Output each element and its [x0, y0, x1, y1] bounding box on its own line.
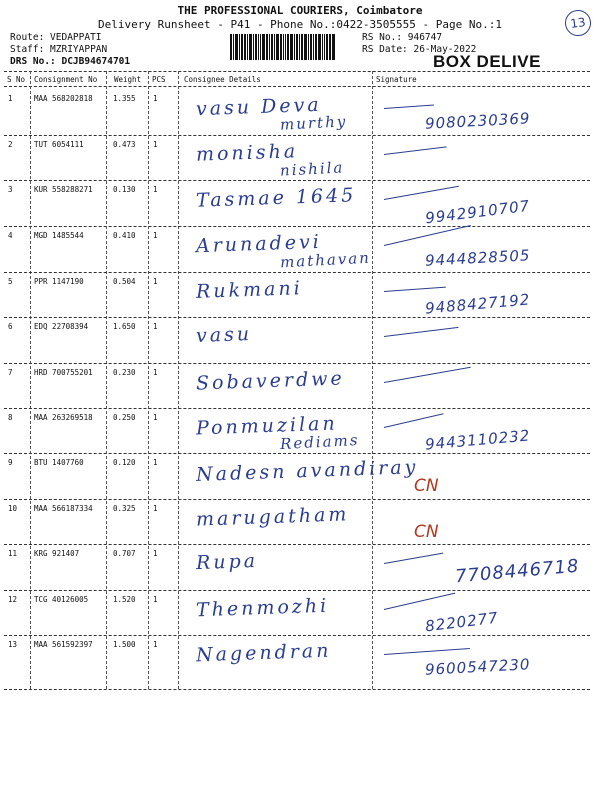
row-sno: 6	[8, 322, 13, 331]
row-separator	[4, 408, 590, 409]
row-weight: 1.520	[113, 595, 136, 604]
row-pcs: 1	[153, 458, 158, 467]
route-label: Route: VEDAPPATI	[10, 32, 102, 43]
row-weight: 0.230	[113, 368, 136, 377]
row-consignment-no: BTU 1407760	[34, 458, 84, 467]
col-header-consignment: Consignment No	[34, 75, 98, 84]
row-pcs: 1	[153, 368, 158, 377]
row-pcs: 1	[153, 549, 158, 558]
row-sno: 10	[8, 504, 18, 513]
row-signature-text: 9444828505	[424, 246, 531, 270]
signature-scribble	[384, 413, 444, 428]
row-consignment-no: MAA 566187334	[34, 504, 93, 513]
signature-scribble	[384, 553, 443, 564]
row-sno: 3	[8, 185, 13, 194]
row-consignment-no: PPR 1147190	[34, 277, 84, 286]
row-separator	[4, 544, 590, 545]
col-header-pcs: PCS	[152, 75, 166, 84]
signature-scribble	[384, 146, 447, 155]
drs-number: DRS No.: DCJB94674701	[10, 56, 131, 67]
row-consignee-handwritten-line2: mathavan	[279, 248, 372, 272]
row-weight: 0.325	[113, 504, 136, 513]
column-divider	[178, 71, 179, 689]
row-weight: 1.355	[113, 94, 136, 103]
row-signature-text: 9942910707	[424, 196, 532, 228]
row-weight: 0.504	[113, 277, 136, 286]
row-sno: 9	[8, 458, 13, 467]
row-sno: 1	[8, 94, 13, 103]
row-weight: 0.120	[113, 458, 136, 467]
signature-scribble	[384, 186, 459, 200]
row-consignee-handwritten: Tasmae 1645	[195, 184, 357, 212]
row-consignee-handwritten: Sobaverdwe	[195, 367, 346, 395]
col-header-sno: S No	[7, 75, 26, 84]
row-pcs: 1	[153, 94, 158, 103]
col-header-consignee: Consignee Details	[184, 75, 261, 84]
row-consignment-no: MGD 1485544	[34, 231, 84, 240]
row-consignment-no: MAA 568202818	[34, 94, 93, 103]
row-consignee-handwritten: marugatham	[195, 503, 350, 531]
row-consignee-handwritten: vasu	[195, 323, 253, 347]
row-weight: 0.410	[113, 231, 136, 240]
row-separator	[4, 226, 590, 227]
row-consignment-no: HRD 700755201	[34, 368, 93, 377]
row-sno: 12	[8, 595, 18, 604]
row-consignment-no: TCG 40126005	[34, 595, 89, 604]
row-sno: 11	[8, 549, 18, 558]
row-sno: 8	[8, 413, 13, 422]
row-sno: 2	[8, 140, 13, 149]
row-signature-text: 9488427192	[424, 290, 532, 318]
row-consignee-handwritten: Ponmuzilan	[195, 412, 339, 440]
row-weight: 1.650	[113, 322, 136, 331]
rs-number: RS No.: 946747	[362, 32, 443, 43]
row-pcs: 1	[153, 231, 158, 240]
row-consignee-handwritten: Rupa	[195, 549, 259, 575]
document-title: THE PROFESSIONAL COURIERS, Coimbatore	[177, 4, 423, 17]
col-header-weight: Weight	[114, 75, 142, 84]
row-consignee-handwritten: Nadesn avandiray	[195, 456, 419, 486]
signature-scribble	[384, 593, 455, 610]
row-pcs: 1	[153, 504, 158, 513]
row-consignee-handwritten-line2: Rediams	[279, 430, 360, 454]
row-sno: 7	[8, 368, 13, 377]
row-signature-text: 9443110232	[424, 426, 532, 454]
row-signature-text: 9080230369	[424, 109, 531, 133]
row-consignee-handwritten: vasu Deva	[195, 93, 322, 121]
row-signature-text: CN	[414, 522, 439, 542]
row-consignment-no: EDQ 22708394	[34, 322, 89, 331]
column-divider	[372, 71, 373, 689]
row-consignment-no: KUR 558288271	[34, 185, 93, 194]
row-consignee-handwritten: Arunadevi	[195, 230, 323, 258]
row-consignee-handwritten: monisha	[195, 140, 299, 166]
row-separator	[4, 363, 590, 364]
row-separator	[4, 272, 590, 273]
row-pcs: 1	[153, 322, 158, 331]
col-header-signature: Signature	[376, 75, 417, 84]
row-separator	[4, 135, 590, 136]
row-pcs: 1	[153, 140, 158, 149]
row-separator	[4, 635, 590, 636]
column-divider	[30, 71, 31, 689]
row-weight: 0.707	[113, 549, 136, 558]
signature-scribble	[384, 225, 471, 246]
row-sno: 5	[8, 277, 13, 286]
row-separator	[4, 453, 590, 454]
row-pcs: 1	[153, 277, 158, 286]
signature-scribble	[384, 367, 471, 383]
row-signature-text: 9600547230	[424, 655, 531, 679]
row-weight: 0.130	[113, 185, 136, 194]
signature-scribble	[384, 287, 446, 292]
row-separator	[4, 689, 590, 690]
barcode	[230, 34, 356, 60]
row-pcs: 1	[153, 595, 158, 604]
staff-label: Staff: MZRIYAPPAN	[10, 44, 108, 55]
row-consignee-handwritten: Rukmani	[195, 277, 304, 303]
row-weight: 0.473	[113, 140, 136, 149]
document-subtitle: Delivery Runsheet - P41 - Phone No.:0422-3505555 - Page No.:1	[98, 18, 502, 31]
box-delivery-stamp: BOX DELIVE	[433, 52, 541, 71]
row-consignment-no: MAA 263269518	[34, 413, 93, 422]
row-consignee-handwritten: Thenmozhi	[195, 594, 330, 622]
row-pcs: 1	[153, 640, 158, 649]
table-top-rule	[4, 71, 590, 72]
row-signature-text: CN	[414, 476, 439, 496]
row-separator	[4, 180, 590, 181]
row-separator	[4, 317, 590, 318]
row-sno: 4	[8, 231, 13, 240]
row-consignment-no: KRG 921407	[34, 549, 80, 558]
row-consignment-no: MAA 561592397	[34, 640, 93, 649]
column-divider	[148, 71, 149, 689]
row-signature-text: 7708446718	[454, 555, 581, 588]
table-header-rule	[4, 86, 590, 87]
row-separator	[4, 499, 590, 500]
row-consignment-no: TUT 6054111	[34, 140, 84, 149]
row-separator	[4, 590, 590, 591]
column-divider	[106, 71, 107, 689]
row-weight: 1.500	[113, 640, 136, 649]
row-consignee-handwritten-line2: nishila	[279, 158, 345, 180]
row-sno: 13	[8, 640, 18, 649]
page-mark-circled: 13	[563, 8, 592, 37]
signature-scribble	[384, 327, 459, 337]
signature-scribble	[384, 105, 434, 109]
row-pcs: 1	[153, 185, 158, 194]
row-consignee-handwritten: Nagendran	[195, 639, 332, 667]
row-consignee-handwritten-line2: murthy	[279, 112, 348, 134]
row-pcs: 1	[153, 413, 158, 422]
signature-scribble	[384, 648, 470, 655]
rs-date: RS Date: 26-May-2022	[362, 44, 477, 55]
row-signature-text: 8220277	[424, 608, 500, 636]
row-weight: 0.250	[113, 413, 136, 422]
